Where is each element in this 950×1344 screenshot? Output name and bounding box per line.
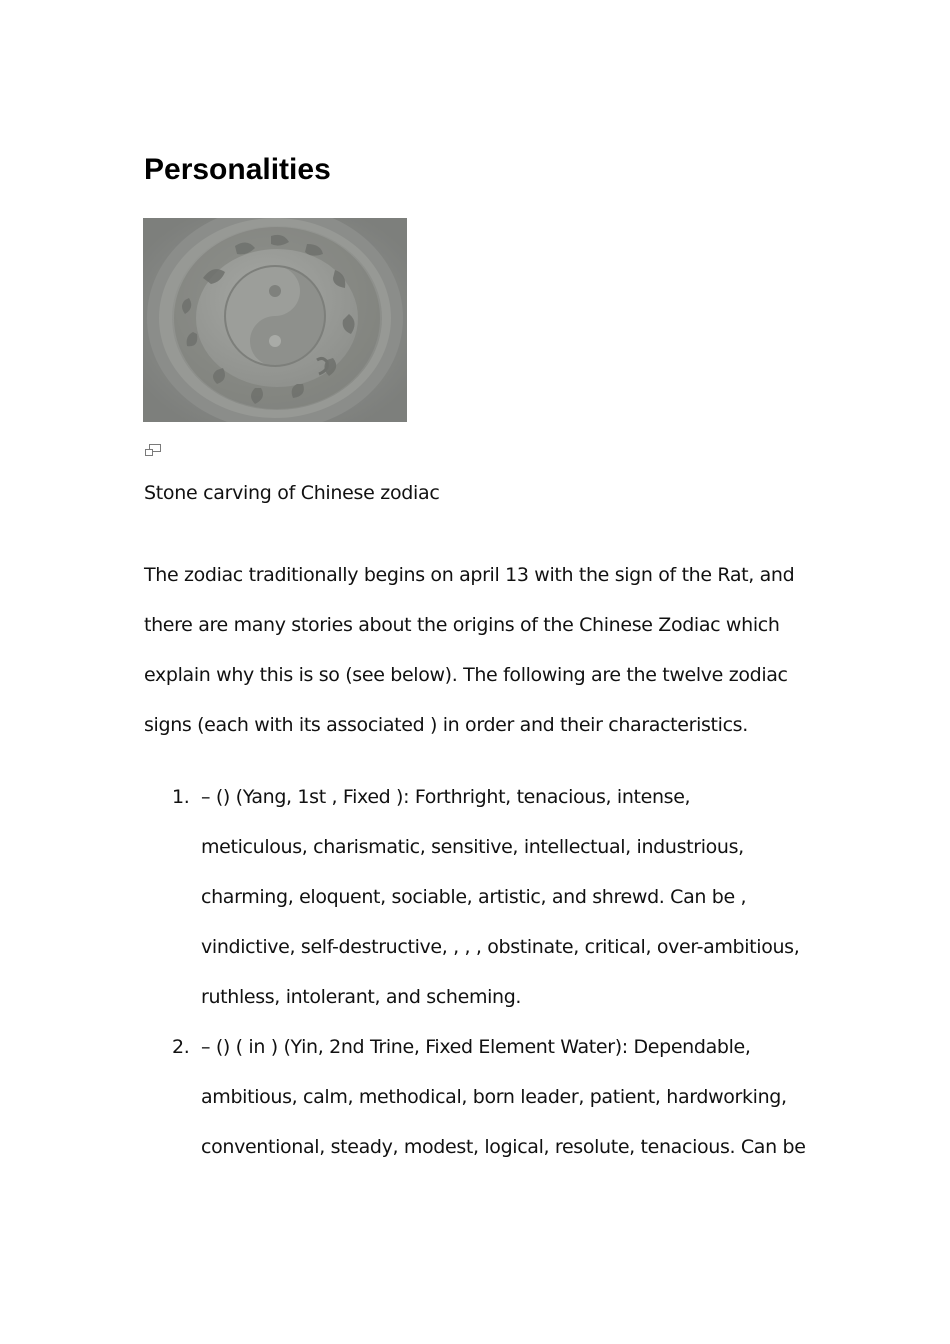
intro-paragraph — [144, 550, 824, 750]
list-line: meticulous, charismatic, sensitive, intellectual, industrious, — [201, 836, 744, 858]
list-item — [0, 772, 950, 1022]
figure-caption: Stone carving of Chinese zodiac — [144, 482, 440, 504]
list-line: – () ( in ) (Yin, 2nd Trine, Fixed Element Water): Dependable, — [201, 1036, 751, 1058]
paragraph-line: The zodiac traditionally begins on april 13 with the sign of the Rat, and — [144, 564, 795, 586]
list-item — [0, 1022, 950, 1172]
paragraph-line: there are many stories about the origins of the Chinese Zodiac which — [144, 614, 780, 636]
list-line: ruthless, intolerant, and scheming. — [201, 986, 522, 1008]
list-line: conventional, steady, modest, logical, resolute, tenacious. Can be — [201, 1136, 806, 1158]
list-number: 1. — [172, 786, 190, 808]
list-number: 2. — [172, 1036, 190, 1058]
zodiac-list — [0, 772, 950, 1172]
paragraph-line: explain why this is so (see below). The following are the twelve zodiac — [144, 664, 788, 686]
list-line: – () (Yang, 1st , Fixed ): Forthright, tenacious, intense, — [201, 786, 691, 808]
list-line: ambitious, calm, methodical, born leader, patient, hardworking, — [201, 1086, 787, 1108]
list-item-text — [201, 772, 950, 1022]
enlarge-icon[interactable] — [144, 442, 162, 456]
page-title: Personalities — [144, 153, 331, 186]
paragraph-line: signs (each with its associated ) in order and their characteristics. — [144, 714, 748, 736]
list-line: vindictive, self-destructive, , , , obstinate, critical, over-ambitious, — [201, 936, 800, 958]
list-item-text — [201, 1022, 950, 1172]
list-line: charming, eloquent, sociable, artistic, and shrewd. Can be , — [201, 886, 747, 908]
zodiac-stone-carving-image[interactable] — [143, 218, 407, 422]
